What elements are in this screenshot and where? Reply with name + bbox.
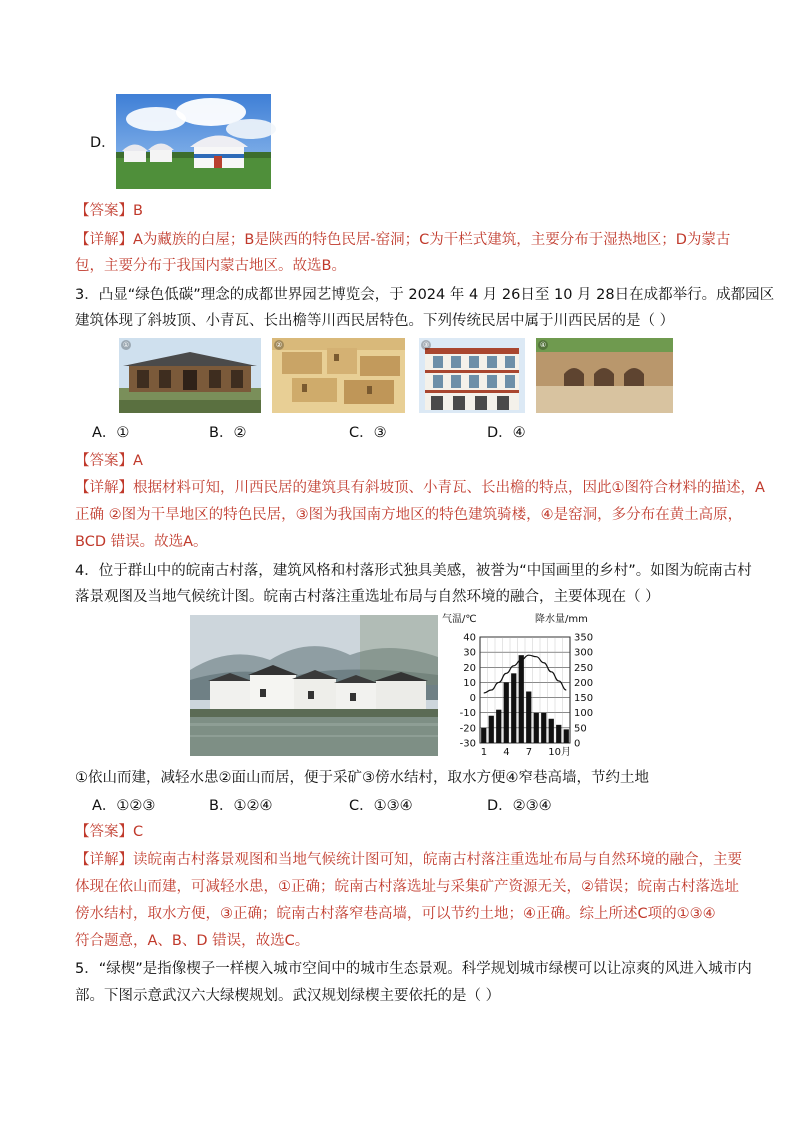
climate-chart [440, 610, 594, 760]
x-tick-label: 10月 [548, 747, 571, 758]
detail-text: 正确 ②图为干旱地区的特色民居，③图为我国南方地区的特色建筑骑楼，④是窑洞，多分布在黄土高原， [75, 507, 743, 523]
x-tick-label: 4 [503, 747, 510, 758]
photo-number: ③ [422, 341, 430, 349]
detail-text: A为藏族的白屋；B是陕西的特色民居-窑洞；C为干栏式建筑，主要分布于湿热地区；D为蒙古 [133, 232, 731, 248]
question-stem: 5．“绿楔”是指像楔子一样楔入城市空间中的城市生态景观。科学规划城市绿楔可以让凉爽的风进入城市内 [75, 961, 752, 977]
answer-label: 【答案】 [75, 824, 133, 840]
left-tick-label: 0 [469, 693, 476, 705]
right-tick-label: 250 [574, 662, 594, 674]
precipitation-bar [556, 725, 561, 743]
precipitation-bar [564, 729, 569, 743]
left-tick-label: 40 [463, 632, 476, 644]
precipitation-bar [534, 713, 539, 743]
right-tick-label: 300 [574, 647, 594, 659]
option-d-label: D． [90, 135, 116, 151]
left-tick-label: 10 [463, 677, 476, 689]
detail-text: 体现在依山而建，可减轻水患，①正确；皖南古村落选址与采集矿产资源无关，②错误；皖南古村落选址 [75, 879, 739, 895]
right-tick-label: 350 [574, 632, 594, 644]
answer-label: 【答案】 [75, 453, 133, 469]
question-stem: 建筑体现了斜坡顶、小青瓦、长出檐等川西民居特色。下列传统民居中属于川西民居的是（ ） [75, 313, 675, 329]
left-tick-label: -30 [459, 738, 476, 750]
left-tick-label: 20 [463, 662, 476, 674]
detail-text: 读皖南古村落景观图和当地气候统计图可知，皖南古村落注重选址布局与自然环境的融合，主要 [133, 852, 742, 868]
detail-label: 【详解】 [75, 480, 133, 496]
option-a[interactable]: A．① [92, 425, 130, 441]
detail-label: 【详解】 [75, 232, 133, 248]
left-tick-label: -10 [459, 708, 476, 720]
precipitation-bar [511, 673, 516, 743]
answer-value: A [133, 453, 143, 469]
precipitation-bar [519, 655, 524, 743]
answer-label: 【答案】 [75, 203, 133, 219]
right-tick-label: 0 [574, 738, 581, 750]
photo-arcade-building [419, 338, 525, 413]
option-c[interactable]: C．①③④ [349, 798, 413, 814]
photo-sichuan-house [119, 338, 261, 413]
option-b[interactable]: B．①②④ [209, 798, 273, 814]
precipitation-bar [541, 713, 546, 743]
detail-text: 包，主要分布于我国内蒙古地区。故选B。 [75, 258, 346, 274]
photo-number: ① [122, 341, 130, 349]
precipitation-bar [481, 728, 486, 743]
photo-number: ④ [539, 341, 547, 349]
detail-text: 根据材料可知，川西民居的建筑具有斜坡顶、小青瓦、长出檐的特点，因此①图符合材料的描述，A [133, 480, 765, 496]
detail-text: 傍水结村，取水方便，③正确；皖南古村落窄巷高墙，可以节约土地；④正确。综上所述C项的①③④ [75, 906, 716, 922]
precipitation-bar [496, 710, 501, 743]
x-tick-label: 7 [525, 747, 533, 758]
right-tick-label: 100 [574, 708, 594, 720]
photo-cave-dwelling [536, 338, 673, 413]
detail-label: 【详解】 [75, 852, 133, 868]
option-d[interactable]: D．②③④ [487, 798, 552, 814]
right-axis-label: 降水量/mm [535, 614, 588, 625]
question-stem: 部。下图示意武汉六大绿楔规划。武汉规划绿楔主要依托的是（ ） [75, 988, 501, 1004]
yurt-photo [116, 94, 271, 189]
right-tick-label: 200 [574, 677, 594, 689]
right-tick-label: 150 [574, 693, 594, 705]
left-tick-label: 30 [463, 647, 476, 659]
village-landscape-photo [190, 615, 438, 756]
answer-value: C [133, 824, 144, 840]
question-stem: 3．凸显“绿色低碳”理念的成都世界园艺博览会，于 2024 年 4 月 26日至 10 月 28日在成都举行。成都园区 [75, 287, 775, 303]
left-axis-label: 气温/℃ [442, 614, 477, 625]
left-tick-label: -20 [459, 723, 476, 735]
precipitation-bar [526, 692, 531, 743]
option-c[interactable]: C．③ [349, 425, 387, 441]
question-stem: 4．位于群山中的皖南古村落，建筑风格和村落形式独具美感，被誉为“中国画里的乡村”。如图为皖南古村 [75, 563, 752, 579]
right-tick-label: 50 [574, 723, 587, 735]
detail-text: BCD 错误。故选A。 [75, 534, 208, 550]
option-a[interactable]: A．①②③ [92, 798, 156, 814]
precipitation-bar [489, 716, 494, 743]
photo-number: ② [275, 341, 283, 349]
precipitation-bar [504, 682, 509, 743]
statements: ①依山而建，减轻水患②面山而居，便于采矿③傍水结村，取水方便④窄巷高墙，节约土地 [75, 770, 649, 786]
x-tick-label: 1 [480, 747, 488, 758]
detail-text: 符合题意，A、B、D 错误，故选C。 [75, 933, 310, 949]
question-stem: 落景观图及当地气候统计图。皖南古村落注重选址布局与自然环境的融合，主要体现在（ ） [75, 589, 660, 605]
option-b[interactable]: B．② [209, 425, 247, 441]
precipitation-bar [549, 719, 554, 743]
answer-value: B [133, 203, 143, 219]
photo-desert-house [272, 338, 405, 413]
option-d[interactable]: D．④ [487, 425, 526, 441]
